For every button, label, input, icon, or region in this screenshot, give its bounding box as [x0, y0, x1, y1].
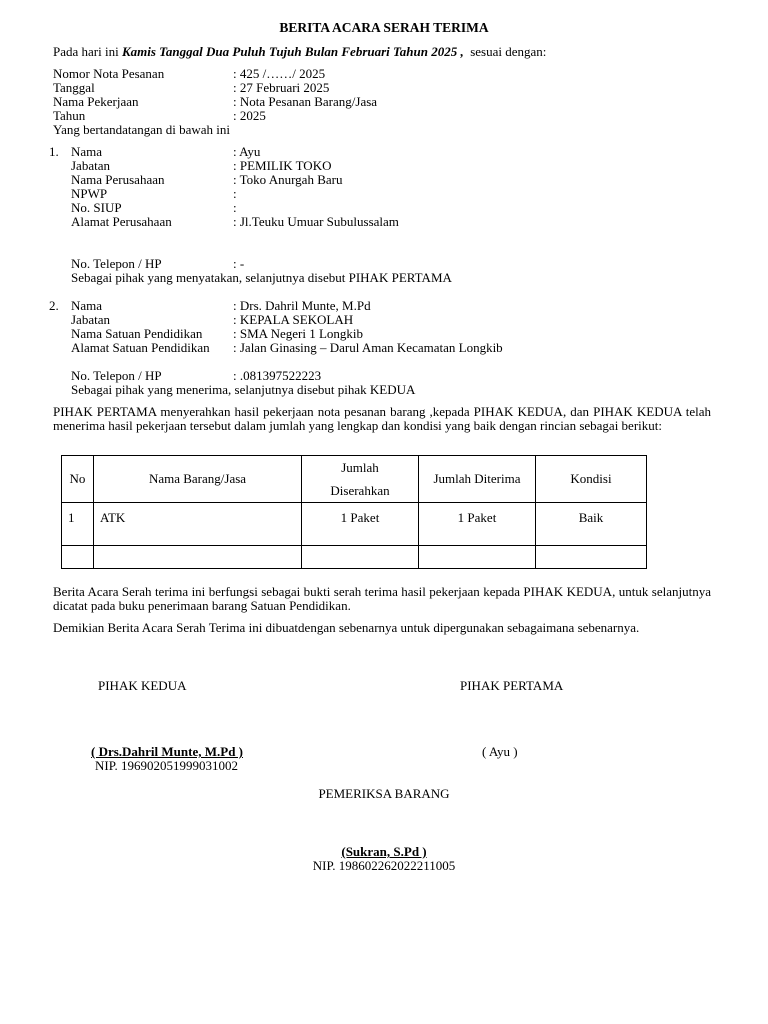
party1-value-position: : PEMILIK TOKO: [233, 158, 332, 173]
header-qty-given-line1: Jumlah: [341, 460, 379, 475]
party1-label-company: Nama Perusahaan: [71, 172, 165, 187]
signed-below-text: Yang bertandatangan di bawah ini: [53, 122, 231, 137]
party1-label-position: Jabatan: [71, 158, 110, 173]
row1-no: 1: [62, 503, 94, 546]
party1-value-company: : Toko Anurgah Baru: [233, 172, 343, 187]
party1-value-npwp: :: [233, 186, 237, 201]
header-qty-given-line2: Diserahkan: [330, 483, 390, 498]
row1-qty-given: 1 Paket: [302, 503, 419, 546]
items-table: [61, 455, 647, 569]
header-value-job: : Nota Pesanan Barang/Jasa: [233, 94, 378, 109]
signature-left-nip: NIP. 196902051999031002: [95, 758, 239, 773]
party1-value-address: : Jl.Teuku Umuar Subulussalam: [233, 214, 399, 229]
checker-nip: NIP. 198602262022211005: [312, 858, 456, 873]
party1-label-phone: No. Telepon / HP: [71, 256, 162, 271]
party2-label-name: Nama: [71, 298, 103, 313]
signature-left-name: ( Drs.Dahril Munte, M.Pd ): [91, 744, 244, 759]
intro-comma: ,: [457, 44, 464, 59]
header-label-job: Nama Pekerjaan: [53, 94, 139, 109]
checker-title: PEMERIKSA BARANG: [318, 786, 450, 801]
row2-qty-given: [302, 546, 419, 569]
party1-value-phone: : -: [233, 256, 245, 271]
party1-role-text: Sebagai pihak yang menyatakan, selanjutnya disebut PIHAK PERTAMA: [71, 270, 452, 285]
row1-item: ATK: [94, 503, 302, 546]
row1-qty-received: 1 Paket: [419, 503, 536, 546]
checker-name: (Sukran, S.Pd ): [341, 844, 427, 859]
closing-paragraph-1: Berita Acara Serah terima ini berfungsi sebagai bukti serah terima hasil pekerjaan kepada PIHAK KEDUA, untuk selanjutnya dicatat pada buku penerimaan barang Satuan Pendidikan.: [53, 584, 711, 613]
header-value-date: : 27 Februari 2025: [233, 80, 330, 95]
header-condition: Kondisi: [536, 456, 647, 503]
party2-label-address: Alamat Satuan Pendidikan: [71, 340, 210, 355]
party2-number: 2.: [49, 298, 59, 313]
header-label-date: Tanggal: [53, 80, 95, 95]
signature-left-title: PIHAK KEDUA: [98, 678, 187, 693]
signature-right-name: ( Ayu ): [482, 744, 518, 759]
party2-value-phone: : .081397522223: [233, 368, 322, 383]
party1-label-name: Nama: [71, 144, 103, 159]
row2-no: [62, 546, 94, 569]
header-qty-received: Jumlah Diterima: [419, 456, 536, 503]
header-no: No: [62, 456, 94, 503]
closing-paragraph-2: Demikian Berita Acara Serah Terima ini dibuatdengan sebenarnya untuk dipergunakan sebagaimana sebenarnya.: [53, 620, 640, 635]
intro-line: [53, 45, 546, 59]
header-value-order-number: : 425 /……/ 2025: [233, 66, 326, 81]
party2-role-text: Sebagai pihak yang menerima, selanjutnya disebut pihak KEDUA: [71, 382, 416, 397]
header-value-year: : 2025: [233, 108, 266, 123]
party1-label-npwp: NPWP: [71, 186, 108, 201]
intro-prefix: Pada hari ini: [53, 44, 122, 59]
row2-item: [94, 546, 302, 569]
intro-date: Kamis Tanggal Dua Puluh Tujuh Bulan Februari Tahun 2025: [121, 44, 458, 59]
table-row: [62, 546, 647, 569]
party2-label-phone: No. Telepon / HP: [71, 368, 162, 383]
party2-value-school: : SMA Negeri 1 Longkib: [233, 326, 363, 341]
party1-value-siup: :: [233, 200, 237, 215]
signature-right-title: PIHAK PERTAMA: [460, 678, 564, 693]
party1-number: 1.: [49, 144, 59, 159]
row2-condition: [536, 546, 647, 569]
row1-condition: Baik: [536, 503, 647, 546]
document-title: BERITA ACARA SERAH TERIMA: [279, 20, 489, 35]
party2-value-address: : Jalan Ginasing – Darul Aman Kecamatan Longkib: [233, 340, 503, 355]
intro-suffix: sesuai dengan:: [463, 44, 547, 59]
party2-label-position: Jabatan: [71, 312, 110, 327]
handover-paragraph: PIHAK PERTAMA menyerahkan hasil pekerjaan nota pesanan barang ,kepada PIHAK KEDUA, dan PIHAK KEDUA telah menerima hasil pekerjaan tersebut dalam jumlah yang lengkap dan kondisi yang baik dengan rincian sebagai berikut:: [53, 404, 711, 433]
header-item: Nama Barang/Jasa: [94, 456, 302, 503]
party2-value-name: : Drs. Dahril Munte, M.Pd: [233, 298, 371, 313]
party1-label-address: Alamat Perusahaan: [71, 214, 172, 229]
header-label-order-number: Nomor Nota Pesanan: [53, 66, 165, 81]
table-row: [62, 503, 647, 546]
party1-value-name: : Ayu: [233, 144, 261, 159]
checker-name-wrap: [0, 845, 768, 859]
row2-qty-received: [419, 546, 536, 569]
header-label-year: Tahun: [53, 108, 86, 123]
party1-label-siup: No. SIUP: [71, 200, 122, 215]
table-header-row: [62, 456, 647, 503]
header-qty-given: [302, 456, 419, 503]
party2-label-school: Nama Satuan Pendidikan: [71, 326, 203, 341]
party2-value-position: : KEPALA SEKOLAH: [233, 312, 354, 327]
